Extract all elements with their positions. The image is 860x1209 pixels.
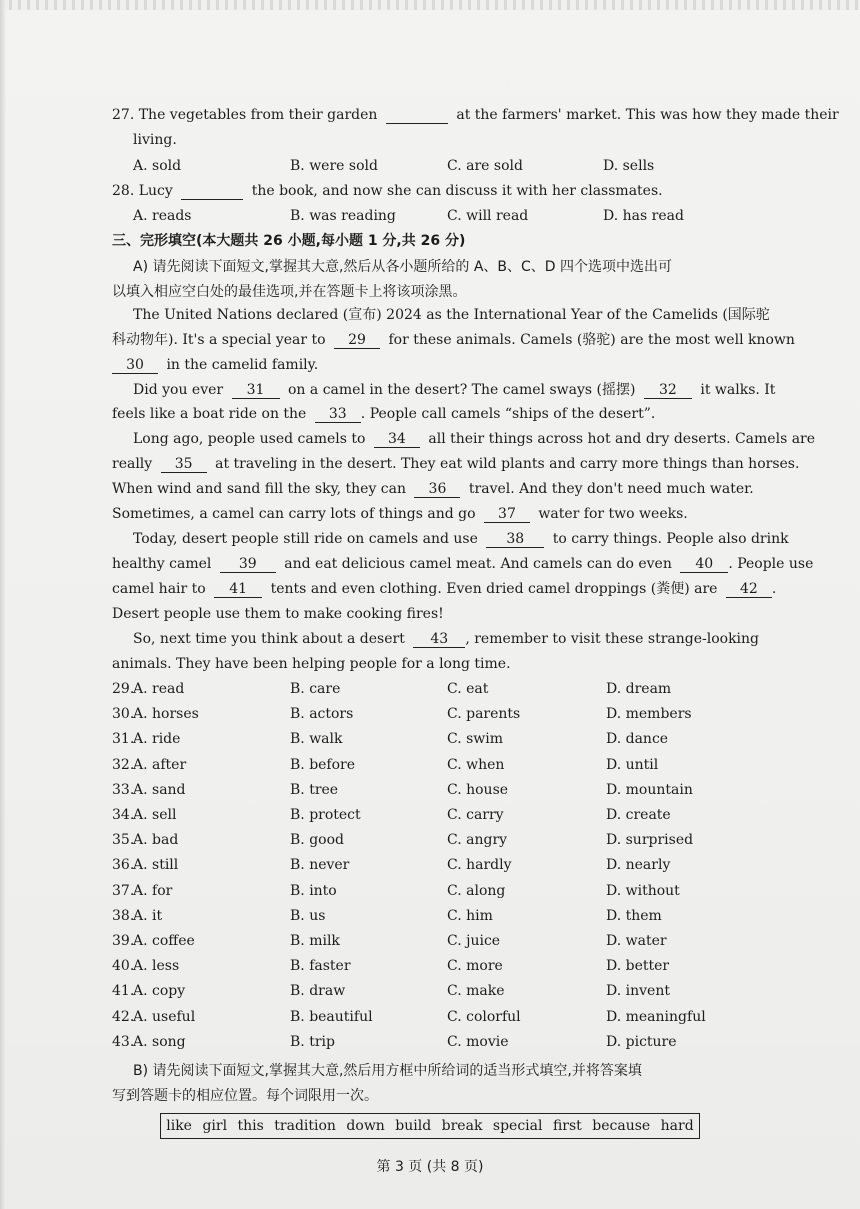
q27-option-a: A. sold bbox=[133, 158, 182, 174]
option-number: 37. bbox=[112, 883, 135, 899]
option-a: A. it bbox=[133, 908, 163, 924]
passage-line bbox=[112, 555, 813, 573]
option-c: C. colorful bbox=[447, 1009, 521, 1025]
blank-36: 36 bbox=[414, 482, 460, 498]
option-number: 41. bbox=[112, 983, 135, 999]
option-a: A. bad bbox=[133, 832, 179, 848]
option-c: C. juice bbox=[447, 933, 501, 949]
blank-34: 34 bbox=[374, 432, 420, 448]
passage-text: tents and even clothing. Even dried camel droppings (粪便) are bbox=[270, 581, 718, 597]
passage-text: all their things across hot and dry deserts. Camels are bbox=[428, 431, 816, 447]
word-bank-item: first bbox=[552, 1118, 582, 1134]
passage-text: 科动物年). It's a special year to bbox=[112, 332, 326, 348]
q28-text-post: the book, and now she can discuss it with her classmates. bbox=[251, 183, 663, 199]
option-b: B. before bbox=[290, 757, 356, 773]
passage-line bbox=[112, 480, 754, 498]
option-a: A. horses bbox=[133, 706, 199, 722]
option-number: 40. bbox=[112, 958, 135, 974]
q28-option-b: B. was reading bbox=[290, 208, 396, 224]
blank-30: 30 bbox=[112, 358, 158, 374]
option-c: C. along bbox=[447, 883, 506, 899]
passage-text: it walks. It bbox=[700, 382, 776, 398]
passage-line bbox=[112, 331, 795, 349]
option-number: 32. bbox=[112, 757, 135, 773]
part-b-instructions-2: 写到答题卡的相应位置。每个词限用一次。 bbox=[112, 1088, 378, 1104]
option-number: 35. bbox=[112, 832, 135, 848]
option-c: C. when bbox=[447, 757, 505, 773]
passage-text: really bbox=[112, 456, 153, 472]
option-c: C. more bbox=[447, 958, 503, 974]
option-b: B. milk bbox=[290, 933, 340, 949]
q27-text-cont: living. bbox=[133, 132, 177, 148]
part-b-instructions-1: B) 请先阅读下面短文,掌握其大意,然后用方框中所给词的适当形式填空,并将答案填 bbox=[133, 1063, 642, 1079]
option-b: B. care bbox=[290, 681, 341, 697]
option-d: D. them bbox=[606, 908, 662, 924]
word-bank-item: break bbox=[441, 1118, 483, 1134]
passage-text: Did you ever bbox=[133, 382, 224, 398]
q28-option-d: D. has read bbox=[603, 208, 684, 224]
passage-text: , remember to visit these strange-looking bbox=[465, 631, 760, 647]
option-a: A. ride bbox=[133, 731, 181, 747]
option-b: B. never bbox=[290, 857, 350, 873]
option-c: C. swim bbox=[447, 731, 504, 747]
passage-text: in the camelid family. bbox=[166, 357, 319, 373]
option-d: D. nearly bbox=[606, 857, 671, 873]
passage-text: camel hair to bbox=[112, 581, 206, 597]
option-a: A. for bbox=[133, 883, 173, 899]
q28-number: 28. bbox=[112, 183, 135, 199]
option-a: A. sand bbox=[133, 782, 186, 798]
option-c: C. house bbox=[447, 782, 509, 798]
option-b: B. actors bbox=[290, 706, 354, 722]
option-d: D. water bbox=[606, 933, 667, 949]
option-b: B. beautiful bbox=[290, 1009, 373, 1025]
q27-number: 27. bbox=[112, 107, 135, 123]
part-a-instructions-2: 以填入相应空白处的最佳选项,并在答题卡上将该项涂黑。 bbox=[112, 284, 467, 300]
passage-text: and eat delicious camel meat. And camels can do even bbox=[284, 556, 672, 572]
option-b: B. faster bbox=[290, 958, 351, 974]
option-a: A. useful bbox=[133, 1009, 196, 1025]
passage-text: to carry things. People also drink bbox=[552, 531, 789, 547]
option-b: B. draw bbox=[290, 983, 346, 999]
passage-line bbox=[112, 405, 655, 423]
q27-option-b: B. were sold bbox=[290, 158, 378, 174]
q27-text-post: at the farmers' market. This was how they made their bbox=[456, 107, 839, 123]
q28-text-pre: Lucy bbox=[138, 183, 173, 199]
q28-option-a: A. reads bbox=[133, 208, 192, 224]
passage-line: The United Nations declared (宣布) 2024 as the International Year of the Camelids (国际驼 bbox=[133, 307, 770, 323]
passage-text: Today, desert people still ride on camels and use bbox=[133, 531, 478, 547]
passage-text: on a camel in the desert? The camel sways (摇摆) bbox=[288, 382, 636, 398]
word-bank-item: hard bbox=[660, 1118, 694, 1134]
option-number: 34. bbox=[112, 807, 135, 823]
option-d: D. surprised bbox=[606, 832, 694, 848]
blank-37: 37 bbox=[484, 507, 530, 523]
option-d: D. invent bbox=[606, 983, 670, 999]
option-d: D. better bbox=[606, 958, 670, 974]
q27-blank bbox=[386, 108, 448, 124]
option-d: D. dance bbox=[606, 731, 669, 747]
option-c: C. carry bbox=[447, 807, 504, 823]
option-b: B. walk bbox=[290, 731, 343, 747]
word-bank bbox=[160, 1113, 700, 1139]
passage-line bbox=[133, 530, 789, 548]
option-number: 30. bbox=[112, 706, 135, 722]
passage-line bbox=[112, 505, 688, 523]
option-c: C. angry bbox=[447, 832, 508, 848]
blank-41: 41 bbox=[214, 582, 262, 598]
option-d: D. meaningful bbox=[606, 1009, 706, 1025]
passage-line bbox=[112, 580, 776, 598]
word-bank-item: because bbox=[592, 1118, 651, 1134]
option-c: C. movie bbox=[447, 1034, 509, 1050]
section-heading: 三、完形填空(本大题共 26 小题,每小题 1 分,共 26 分) bbox=[112, 233, 466, 249]
option-b: B. protect bbox=[290, 807, 361, 823]
option-a: A. still bbox=[133, 857, 179, 873]
option-d: D. until bbox=[606, 757, 659, 773]
word-bank-item: like bbox=[166, 1118, 192, 1134]
option-a: A. song bbox=[133, 1034, 186, 1050]
option-c: C. him bbox=[447, 908, 493, 924]
passage-line: animals. They have been helping people for a long time. bbox=[112, 656, 511, 672]
option-d: D. dream bbox=[606, 681, 672, 697]
blank-29: 29 bbox=[334, 333, 380, 349]
passage-line bbox=[112, 356, 318, 374]
passage-text: healthy camel bbox=[112, 556, 212, 572]
blank-32: 32 bbox=[644, 383, 692, 399]
passage-line bbox=[112, 455, 799, 473]
word-bank-item: build bbox=[395, 1118, 432, 1134]
page-footer: 第 3 页 (共 8 页) bbox=[376, 1159, 484, 1175]
option-number: 39. bbox=[112, 933, 135, 949]
option-number: 29. bbox=[112, 681, 135, 697]
option-c: C. hardly bbox=[447, 857, 512, 873]
option-b: B. into bbox=[290, 883, 337, 899]
blank-38: 38 bbox=[486, 532, 544, 548]
q28-option-c: C. will read bbox=[447, 208, 529, 224]
q27-text-pre: The vegetables from their garden bbox=[138, 107, 378, 123]
option-a: A. coffee bbox=[133, 933, 195, 949]
passage-text: Sometimes, a camel can carry lots of things and go bbox=[112, 506, 476, 522]
blank-43: 43 bbox=[413, 632, 465, 648]
option-c: C. make bbox=[447, 983, 505, 999]
option-number: 38. bbox=[112, 908, 135, 924]
blank-35: 35 bbox=[161, 457, 207, 473]
option-number: 33. bbox=[112, 782, 135, 798]
passage-text: travel. And they don't need much water. bbox=[468, 481, 754, 497]
word-bank-item: down bbox=[346, 1118, 385, 1134]
option-b: B. tree bbox=[290, 782, 339, 798]
passage-line bbox=[133, 381, 775, 399]
passage-text: . bbox=[771, 581, 777, 597]
option-a: A. copy bbox=[133, 983, 186, 999]
passage-text: water for two weeks. bbox=[538, 506, 688, 522]
q28-stem bbox=[112, 182, 663, 200]
q27-stem bbox=[112, 106, 839, 124]
blank-33: 33 bbox=[315, 407, 361, 423]
passage-line: Desert people use them to make cooking fires! bbox=[112, 606, 444, 622]
word-bank-item: this bbox=[237, 1118, 264, 1134]
option-number: 36. bbox=[112, 857, 135, 873]
word-bank-item: girl bbox=[202, 1118, 228, 1134]
q27-option-d: D. sells bbox=[603, 158, 655, 174]
passage-line bbox=[133, 630, 759, 648]
word-bank-item: special bbox=[492, 1118, 543, 1134]
option-d: D. picture bbox=[606, 1034, 677, 1050]
blank-42: 42 bbox=[726, 582, 772, 598]
passage-line bbox=[133, 430, 815, 448]
option-number: 42. bbox=[112, 1009, 135, 1025]
passage-text: at traveling in the desert. They eat wild plants and carry more things than horses. bbox=[215, 456, 800, 472]
option-a: A. less bbox=[133, 958, 180, 974]
option-d: D. members bbox=[606, 706, 692, 722]
option-c: C. parents bbox=[447, 706, 521, 722]
option-a: A. read bbox=[133, 681, 185, 697]
option-b: B. us bbox=[290, 908, 326, 924]
blank-39: 39 bbox=[220, 557, 276, 573]
option-a: A. after bbox=[133, 757, 187, 773]
passage-text: for these animals. Camels (骆驼) are the most well known bbox=[388, 332, 795, 348]
option-number: 43. bbox=[112, 1034, 135, 1050]
passage-text: feels like a boat ride on the bbox=[112, 406, 307, 422]
passage-text: . People use bbox=[728, 556, 814, 572]
blank-40: 40 bbox=[680, 557, 728, 573]
part-a-instructions-1: A) 请先阅读下面短文,掌握其大意,然后从各小题所给的 A、B、C、D 四个选项中选出可 bbox=[133, 259, 673, 275]
passage-text: . People call camels “ships of the desert”. bbox=[360, 406, 656, 422]
option-b: B. trip bbox=[290, 1034, 335, 1050]
q28-blank bbox=[181, 184, 243, 200]
passage-text: When wind and sand fill the sky, they can bbox=[112, 481, 407, 497]
word-bank-item: tradition bbox=[274, 1118, 336, 1134]
passage-text: Long ago, people used camels to bbox=[133, 431, 366, 447]
q27-option-c: C. are sold bbox=[447, 158, 523, 174]
option-b: B. good bbox=[290, 832, 344, 848]
option-number: 31. bbox=[112, 731, 135, 747]
option-d: D. create bbox=[606, 807, 671, 823]
option-d: D. mountain bbox=[606, 782, 693, 798]
passage-text: So, next time you think about a desert bbox=[133, 631, 405, 647]
option-d: D. without bbox=[606, 883, 680, 899]
option-c: C. eat bbox=[447, 681, 489, 697]
blank-31: 31 bbox=[232, 383, 280, 399]
option-a: A. sell bbox=[133, 807, 177, 823]
